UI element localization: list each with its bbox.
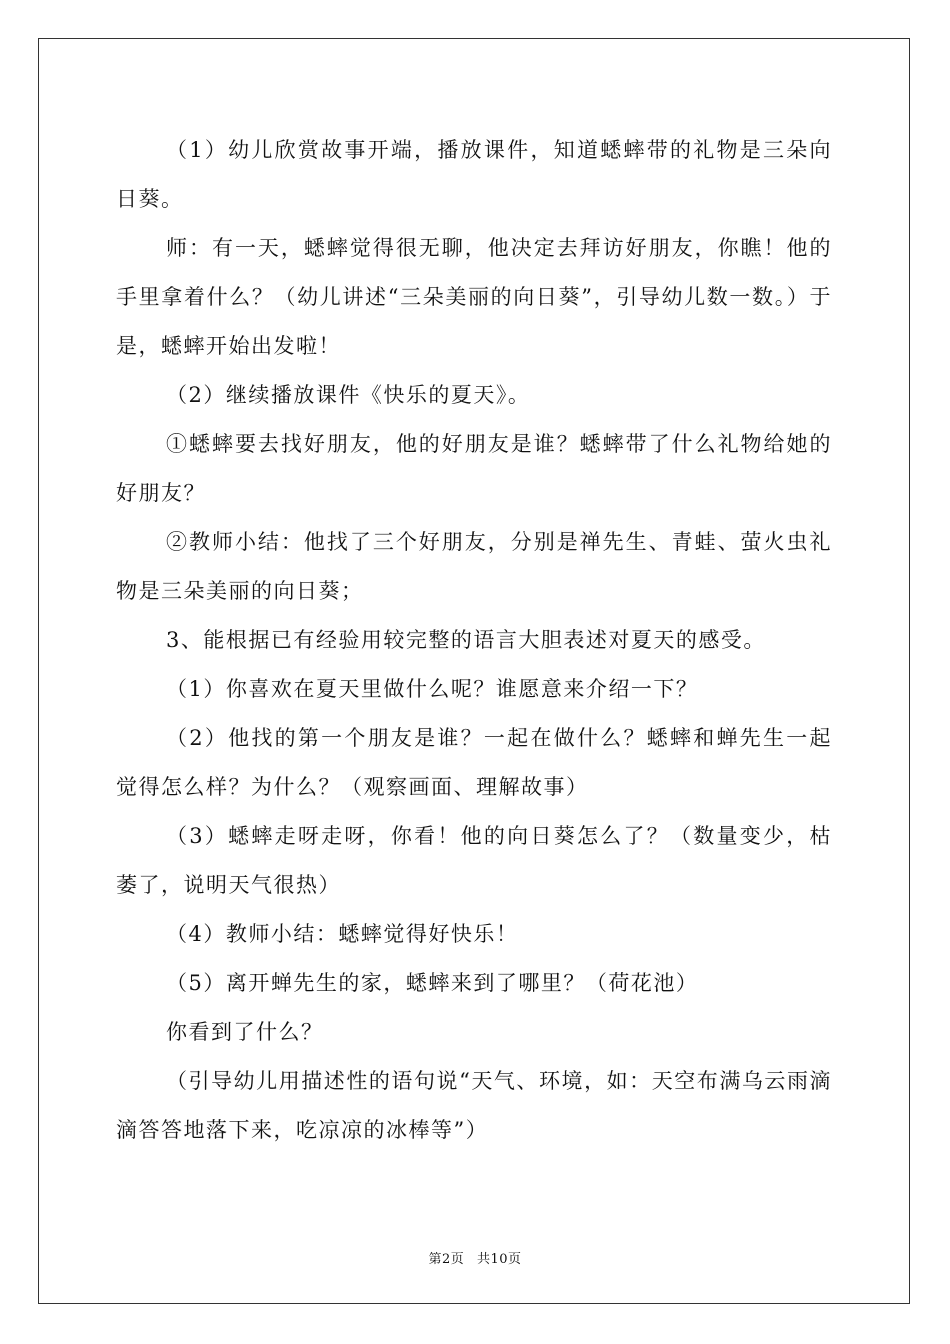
- paragraph: （引导幼儿用描述性的语句说“天气、环境，如：天空布满乌云雨滴滴答答地落下来，吃凉凉的冰棒等”）: [116, 1069, 832, 1142]
- paragraph: 你看到了什么？: [166, 1020, 324, 1044]
- paragraph: 3、能根据已有经验用较完整的语言大胆表述对夏天的感受。: [166, 628, 766, 652]
- paragraph: （2）继续播放课件《快乐的夏天》。: [166, 383, 531, 407]
- paragraph: （1）幼儿欣赏故事开端，播放课件，知道蟋蟀带的礼物是三朵向日葵。: [116, 138, 832, 211]
- paragraph: （1）你喜欢在夏天里做什么呢？谁愿意来介绍一下？: [166, 677, 699, 701]
- document-body: [116, 126, 832, 1155]
- page-total: 共10页: [476, 1252, 522, 1267]
- paragraph: （2）他找的第一个朋友是谁？一起在做什么？蟋蟀和蝉先生一起觉得怎么样？为什么？（观察画面、理解故事）: [116, 726, 832, 799]
- paragraph: （5）离开蝉先生的家，蟋蟀来到了哪里？（荷花池）: [166, 971, 699, 995]
- paragraph: ①蟋蟀要去找好朋友，他的好朋友是谁？蟋蟀带了什么礼物给她的好朋友？: [116, 432, 832, 505]
- paragraph: （3）蟋蟀走呀走呀，你看！他的向日葵怎么了？（数量变少，枯萎了，说明天气很热）: [116, 824, 832, 897]
- paragraph: 师：有一天，蟋蟀觉得很无聊，他决定去拜访好朋友，你瞧！他的手里拿着什么？（幼儿讲述“三朵美丽的向日葵”，引导幼儿数一数。）于是，蟋蟀开始出发啦！: [116, 236, 832, 358]
- page-number: 第2页: [428, 1252, 465, 1267]
- paragraph: ②教师小结：他找了三个好朋友，分别是禅先生、青蛙、萤火虫礼物是三朵美丽的向日葵；: [116, 530, 832, 603]
- paragraph: （4）教师小结：蟋蟀觉得好快乐！: [166, 922, 519, 946]
- page-footer: [0, 1248, 950, 1267]
